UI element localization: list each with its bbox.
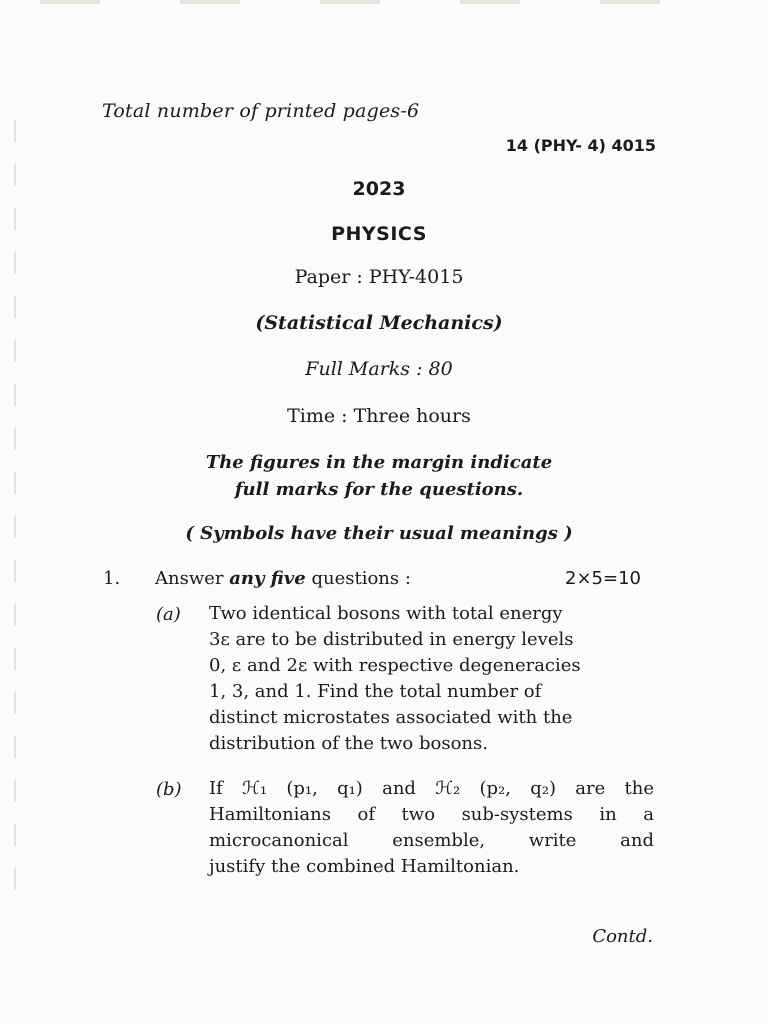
question-number: 1. bbox=[103, 568, 121, 589]
part-b-label: (b) bbox=[156, 779, 182, 800]
part-a-line: 3ε are to be distributed in energy levels bbox=[209, 629, 574, 650]
part-b-line: microcanonical ensemble, write and bbox=[209, 830, 654, 851]
time-allowed: Time : Three hours bbox=[287, 405, 471, 427]
part-b-text bbox=[209, 776, 654, 880]
part-a-line: 0, ε and 2ε with respective degeneracies bbox=[209, 655, 581, 676]
part-b-line: If ℋ₁ (p₁, q₁) and ℋ₂ (p₂, q₂) are the bbox=[209, 778, 654, 799]
question-marks: 2×5=10 bbox=[565, 568, 641, 589]
question-instruction bbox=[155, 568, 411, 589]
part-a-line: distribution of the two bosons. bbox=[209, 733, 488, 754]
paper-number: Paper : PHY-4015 bbox=[294, 266, 464, 288]
margin-note-line-1: The figures in the margin indicate bbox=[205, 452, 553, 473]
full-marks: Full Marks : 80 bbox=[305, 358, 453, 380]
subject-title: PHYSICS bbox=[331, 223, 427, 245]
printed-pages-note: Total number of printed pages-6 bbox=[102, 100, 420, 122]
instruction-emphasis: any five bbox=[229, 568, 306, 589]
instruction-prefix: Answer bbox=[155, 568, 224, 589]
paper-code: 14 (PHY- 4) 4015 bbox=[505, 136, 656, 155]
part-a-line: distinct microstates associated with the bbox=[209, 707, 573, 728]
part-b-line: justify the combined Hamiltonian. bbox=[209, 856, 520, 877]
margin-note-line-2: full marks for the questions. bbox=[234, 479, 524, 500]
instruction-suffix: questions : bbox=[311, 568, 411, 589]
exam-year: 2023 bbox=[352, 178, 406, 200]
part-b-line: Hamiltonians of two sub-systems in a bbox=[209, 804, 654, 825]
continued-note: Contd. bbox=[592, 926, 653, 947]
paper-topic: (Statistical Mechanics) bbox=[255, 312, 503, 334]
part-a-line: Two identical bosons with total energy bbox=[209, 603, 563, 624]
scan-top-edge bbox=[40, 0, 740, 4]
symbols-note: ( Symbols have their usual meanings ) bbox=[185, 523, 573, 544]
part-a-line: 1, 3, and 1. Find the total number of bbox=[209, 681, 542, 702]
part-a-label: (a) bbox=[156, 604, 181, 625]
part-a-text bbox=[209, 601, 654, 757]
